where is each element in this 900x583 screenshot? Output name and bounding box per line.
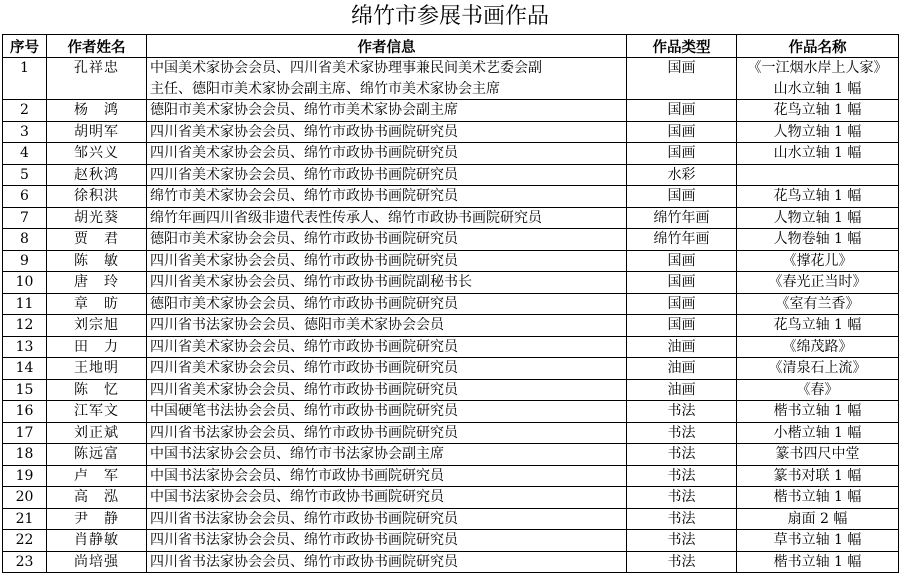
table-row <box>3 422 899 444</box>
cell-category-text: 国画 <box>667 317 696 333</box>
cell-category-text: 水彩 <box>667 166 696 183</box>
cell-category <box>627 143 737 165</box>
cell-work-title-text: 花鸟立轴 1 幅 <box>773 317 862 333</box>
cell-category-text: 油画 <box>667 381 696 398</box>
cell-author-info <box>147 207 627 229</box>
cell-author-info <box>147 186 627 208</box>
cell-work-title <box>737 293 899 315</box>
cell-author-info <box>147 58 627 100</box>
cell-author-info-text: 四川省美术家协会会员、绵竹市政协书画院研究员 <box>150 381 458 398</box>
cell-category-text: 书法 <box>667 489 696 505</box>
cell-author-name-text: 徐积洪 <box>74 188 119 204</box>
cell-author-name-text: 尹 静 <box>74 510 119 527</box>
cell-author-info <box>147 143 627 165</box>
cell-author-name-text: 陈 忆 <box>74 381 119 398</box>
cell-author-name <box>47 164 147 186</box>
cell-num <box>3 143 47 165</box>
cell-num <box>3 379 47 401</box>
cell-num-text: 11 <box>15 295 34 312</box>
table-row <box>3 401 899 423</box>
cell-author-info-text-line2: 主任、德阳市美术家协会副主席、绵竹市美术家协会主席 <box>150 80 500 97</box>
cell-work-title <box>737 444 899 466</box>
table-row <box>3 100 899 122</box>
cell-author-name-text: 王地明 <box>74 360 119 376</box>
cell-category-text: 国画 <box>667 102 696 118</box>
cell-author-info-text: 四川省书法家协会会员、绵竹市政协书画院研究员 <box>150 532 458 548</box>
cell-num-text: 22 <box>15 532 34 548</box>
cell-work-title-text: 扇面 2 幅 <box>787 510 848 527</box>
cell-author-info-text: 四川省美术家协会会员、绵竹市政协书画院研究员 <box>150 338 458 355</box>
cell-author-info-text: 中国书法家协会会员、绵竹市政协书画院研究员 <box>150 489 444 505</box>
cell-category <box>627 551 737 573</box>
cell-work-title-text: 小楷立轴 1 幅 <box>773 424 862 441</box>
cell-author-info-text: 四川省美术家协会会员、绵竹市政协书画院研究员 <box>150 145 458 161</box>
cell-author-info-text: 四川省美术家协会会员、绵竹市政协书画院研究员 <box>150 252 458 269</box>
cell-category <box>627 401 737 423</box>
cell-category-text: 国画 <box>667 252 696 269</box>
cell-work-title <box>737 272 899 294</box>
cell-author-name <box>47 444 147 466</box>
cell-num-text: 20 <box>15 489 34 505</box>
cell-author-name <box>47 530 147 552</box>
cell-num <box>3 336 47 358</box>
cell-num <box>3 121 47 143</box>
cell-num-text: 23 <box>15 553 34 570</box>
cell-author-name-text: 陈远富 <box>74 446 119 462</box>
cell-num <box>3 164 47 186</box>
cell-author-info <box>147 401 627 423</box>
cell-num-text: 18 <box>15 446 34 462</box>
cell-work-title <box>737 530 899 552</box>
cell-num <box>3 508 47 530</box>
cell-author-info-text: 中国书法家协会会员、绵竹市书法家协会副主席 <box>150 446 444 462</box>
table-row <box>3 444 899 466</box>
cell-num <box>3 207 47 229</box>
cell-work-title-text: 楷书立轴 1 幅 <box>773 489 862 505</box>
cell-author-info-text: 德阳市美术家协会会员、绵竹市政协书画院研究员 <box>150 231 458 247</box>
cell-author-info <box>147 272 627 294</box>
cell-author-name <box>47 186 147 208</box>
cell-work-title-text: 花鸟立轴 1 幅 <box>773 188 862 204</box>
cell-work-title <box>737 508 899 530</box>
cell-author-info-text: 绵竹市美术家协会会员、绵竹市政协书画院研究员 <box>150 188 458 204</box>
cell-author-info-text: 四川省美术家协会会员、绵竹市政协书画院研究员 <box>150 123 458 140</box>
cell-num-text: 1 <box>20 60 29 76</box>
cell-work-title <box>737 58 899 100</box>
cell-work-title-text: 楷书立轴 1 幅 <box>773 403 862 419</box>
cell-author-name-text: 胡光葵 <box>74 209 119 226</box>
cell-num-text: 13 <box>15 338 34 355</box>
cell-author-info <box>147 551 627 573</box>
cell-category-text: 书法 <box>667 446 696 462</box>
cell-author-name-text: 卢 军 <box>74 467 119 484</box>
cell-author-info <box>147 164 627 186</box>
cell-category-text: 国画 <box>667 188 696 204</box>
cell-category-text: 书法 <box>667 403 696 419</box>
cell-num <box>3 465 47 487</box>
cell-num <box>3 272 47 294</box>
cell-author-info <box>147 358 627 380</box>
page-title: 绵竹市参展书画作品 <box>350 4 549 29</box>
cell-author-name <box>47 379 147 401</box>
cell-author-name <box>47 58 147 100</box>
cell-author-name-text: 杨 鸿 <box>74 102 119 118</box>
cell-author-info <box>147 336 627 358</box>
cell-work-title-text: 楷书立轴 1 幅 <box>773 553 862 570</box>
cell-author-name-text: 肖静敏 <box>74 532 119 548</box>
cell-category <box>627 58 737 100</box>
cell-author-name <box>47 315 147 337</box>
cell-author-name <box>47 143 147 165</box>
table-row <box>3 229 899 251</box>
table-row <box>3 143 899 165</box>
table-row <box>3 272 899 294</box>
cell-author-name <box>47 358 147 380</box>
cell-category <box>627 100 737 122</box>
cell-author-name <box>47 465 147 487</box>
cell-work-title <box>737 229 899 251</box>
cell-author-name-text: 胡明军 <box>74 123 119 140</box>
cell-author-name-text: 贾 君 <box>74 231 119 247</box>
cell-author-info <box>147 530 627 552</box>
header-category: 作品类型 <box>627 35 737 58</box>
cell-category <box>627 444 737 466</box>
cell-author-name-text: 高 泓 <box>74 489 119 505</box>
cell-work-title-text: 《绵茂路》 <box>782 338 853 355</box>
cell-author-name <box>47 229 147 251</box>
cell-author-name <box>47 121 147 143</box>
cell-author-name-text: 章 昉 <box>74 295 119 312</box>
cell-work-title-text: 《清泉石上流》 <box>768 360 867 376</box>
cell-work-title <box>737 401 899 423</box>
cell-num <box>3 530 47 552</box>
cell-author-name-text: 邹兴义 <box>74 145 119 161</box>
cell-category <box>627 315 737 337</box>
cell-author-name <box>47 508 147 530</box>
cell-author-info <box>147 121 627 143</box>
cell-author-info-text: 四川省书法家协会会员、绵竹市政协书画院研究员 <box>150 553 458 570</box>
cell-work-title-text: 《室有兰香》 <box>775 295 860 312</box>
cell-author-info-text: 德阳市美术家协会会员、绵竹市政协书画院研究员 <box>150 295 458 312</box>
cell-author-name <box>47 336 147 358</box>
cell-category-text: 绵竹年画 <box>653 231 710 247</box>
cell-work-title <box>737 121 899 143</box>
header-info: 作者信息 <box>147 35 627 58</box>
cell-num-text: 14 <box>15 360 34 376</box>
cell-category <box>627 293 737 315</box>
table-row <box>3 379 899 401</box>
cell-author-info-text: 四川省书法家协会会员、德阳市美术家协会会员 <box>150 317 444 333</box>
cell-work-title-text: 人物立轴 1 幅 <box>773 123 862 140</box>
cell-category <box>627 186 737 208</box>
cell-work-title-text: 《撑花儿》 <box>782 252 853 269</box>
cell-category-text: 书法 <box>667 424 696 441</box>
cell-category <box>627 250 737 272</box>
cell-author-name <box>47 272 147 294</box>
cell-author-name-text: 赵秋鸿 <box>74 166 119 183</box>
cell-category-text: 书法 <box>667 510 696 527</box>
cell-author-info <box>147 444 627 466</box>
artworks-table <box>2 34 899 573</box>
cell-category-text: 国画 <box>667 123 696 140</box>
cell-num <box>3 422 47 444</box>
cell-category <box>627 121 737 143</box>
cell-category <box>627 229 737 251</box>
cell-category <box>627 530 737 552</box>
cell-category-text: 国画 <box>667 295 696 312</box>
cell-author-info <box>147 250 627 272</box>
cell-work-title <box>737 250 899 272</box>
cell-author-name-text: 江军文 <box>74 403 119 419</box>
cell-author-name <box>47 487 147 509</box>
cell-category-text: 油画 <box>667 360 696 376</box>
cell-num <box>3 444 47 466</box>
cell-category <box>627 336 737 358</box>
cell-author-name-text: 刘宗旭 <box>74 317 119 333</box>
cell-num-text: 16 <box>15 403 34 419</box>
cell-author-info <box>147 465 627 487</box>
cell-work-title <box>737 465 899 487</box>
cell-category-text: 绵竹年画 <box>653 209 710 226</box>
cell-work-title-text: 人物卷轴 1 幅 <box>773 231 862 247</box>
cell-author-name <box>47 293 147 315</box>
cell-num <box>3 293 47 315</box>
cell-author-info <box>147 315 627 337</box>
cell-work-title-text: 人物立轴 1 幅 <box>773 209 862 226</box>
cell-author-info <box>147 100 627 122</box>
cell-author-info-text: 四川省书法家协会会员、绵竹市政协书画院研究员 <box>150 424 458 441</box>
table-row <box>3 487 899 509</box>
cell-work-title-text: 《一江烟水岸上人家》 <box>747 60 888 76</box>
cell-num <box>3 401 47 423</box>
cell-work-title-text: 《春光正当时》 <box>768 274 867 290</box>
cell-num-text: 9 <box>20 252 29 269</box>
cell-num-text: 4 <box>20 145 29 161</box>
cell-author-name <box>47 422 147 444</box>
cell-work-title <box>737 100 899 122</box>
cell-work-title <box>737 336 899 358</box>
cell-author-name <box>47 401 147 423</box>
cell-author-name <box>47 100 147 122</box>
cell-work-title <box>737 186 899 208</box>
cell-num-text: 5 <box>20 166 29 183</box>
cell-work-title <box>737 207 899 229</box>
cell-num-text: 7 <box>20 209 29 226</box>
table-body <box>3 58 899 573</box>
cell-category <box>627 422 737 444</box>
cell-work-title <box>737 358 899 380</box>
table-row <box>3 207 899 229</box>
cell-num-text: 17 <box>15 424 34 441</box>
cell-category-text: 国画 <box>667 274 696 290</box>
cell-author-name-text: 田 力 <box>74 338 119 355</box>
cell-work-title-text: 篆书四尺中堂 <box>775 446 860 462</box>
cell-author-name <box>47 250 147 272</box>
cell-work-title-text: 《春》 <box>796 381 839 398</box>
table-row <box>3 465 899 487</box>
cell-author-info-text: 四川省美术家协会会员、绵竹市政协书画院研究员 <box>150 166 458 183</box>
cell-work-title <box>737 379 899 401</box>
cell-work-title-text: 篆书对联 1 幅 <box>773 467 862 484</box>
cell-num-text: 10 <box>15 274 34 290</box>
cell-num <box>3 100 47 122</box>
cell-author-name-text: 刘正斌 <box>74 424 119 441</box>
cell-category-text: 国画 <box>667 145 696 161</box>
cell-num <box>3 315 47 337</box>
cell-category <box>627 164 737 186</box>
cell-num <box>3 186 47 208</box>
cell-author-name-text: 唐 玲 <box>74 274 119 290</box>
table-row <box>3 551 899 573</box>
cell-author-info-text: 四川省书法家协会会员、绵竹市政协书画院研究员 <box>150 510 458 527</box>
cell-work-title <box>737 487 899 509</box>
cell-author-name-text: 孔祥忠 <box>74 60 119 76</box>
cell-work-title <box>737 143 899 165</box>
table-row <box>3 293 899 315</box>
cell-num-text: 3 <box>20 123 29 140</box>
cell-category-text: 书法 <box>667 467 696 484</box>
cell-num-text: 15 <box>15 381 34 398</box>
cell-work-title-text: 山水立轴 1 幅 <box>773 145 862 161</box>
table-row <box>3 315 899 337</box>
cell-author-info-text: 中国美术家协会会员、四川省美术家协理事兼民间美术艺委会副 <box>150 60 542 76</box>
cell-work-title <box>737 315 899 337</box>
cell-num <box>3 487 47 509</box>
cell-author-info <box>147 508 627 530</box>
cell-num-text: 12 <box>15 317 34 333</box>
cell-work-title-text-line2: 山水立轴 1 幅 <box>773 80 862 97</box>
cell-category <box>627 508 737 530</box>
cell-num <box>3 551 47 573</box>
cell-author-info <box>147 487 627 509</box>
cell-author-name <box>47 551 147 573</box>
table-row <box>3 186 899 208</box>
cell-category <box>627 487 737 509</box>
cell-num <box>3 358 47 380</box>
table-row <box>3 164 899 186</box>
cell-work-title-text: 草书立轴 1 幅 <box>773 532 862 548</box>
table-row <box>3 508 899 530</box>
cell-author-info-text: 四川省美术家协会会员、绵竹市政协书画院研究员 <box>150 360 458 376</box>
cell-category <box>627 465 737 487</box>
cell-category <box>627 272 737 294</box>
header-work: 作品名称 <box>737 35 899 58</box>
cell-category-text: 书法 <box>667 532 696 548</box>
header-name: 作者姓名 <box>47 35 147 58</box>
table-row <box>3 358 899 380</box>
table-header-row <box>3 35 899 58</box>
cell-category <box>627 358 737 380</box>
cell-category-text: 油画 <box>667 338 696 355</box>
cell-work-title-text: 花鸟立轴 1 幅 <box>773 102 862 118</box>
table-row <box>3 250 899 272</box>
cell-work-title <box>737 164 899 186</box>
cell-author-info-text: 中国硬笔书法协会会员、绵竹市政协书画院研究员 <box>150 403 458 419</box>
cell-author-info-text: 四川省美术家协会会员、绵竹市政协书画院副秘书长 <box>150 274 472 290</box>
cell-num <box>3 58 47 100</box>
cell-num <box>3 250 47 272</box>
cell-num-text: 2 <box>20 102 29 118</box>
cell-category <box>627 379 737 401</box>
cell-author-info <box>147 379 627 401</box>
cell-category <box>627 207 737 229</box>
cell-author-name-text: 陈 敏 <box>74 252 119 269</box>
cell-num-text: 21 <box>15 510 34 527</box>
cell-author-info-text: 德阳市美术家协会会员、绵竹市美术家协会副主席 <box>150 102 458 118</box>
cell-author-name-text: 尚培强 <box>74 553 119 570</box>
cell-category-text: 国画 <box>667 60 696 76</box>
cell-author-info-text: 绵竹年画四川省级非遗代表性传承人、绵竹市政协书画院研究员 <box>150 209 542 226</box>
cell-author-info <box>147 229 627 251</box>
cell-author-info-text: 中国书法家协会会员、绵竹市政协书画院研究员 <box>150 467 444 484</box>
cell-work-title <box>737 551 899 573</box>
table-row <box>3 58 899 100</box>
cell-num-text: 8 <box>20 231 29 247</box>
cell-category-text: 书法 <box>667 553 696 570</box>
cell-work-title <box>737 422 899 444</box>
cell-author-name <box>47 207 147 229</box>
table-row <box>3 336 899 358</box>
table-row <box>3 530 899 552</box>
header-num: 序号 <box>3 35 47 58</box>
cell-num-text: 6 <box>20 188 29 204</box>
cell-author-info <box>147 422 627 444</box>
cell-author-info <box>147 293 627 315</box>
cell-num-text: 19 <box>15 467 34 484</box>
cell-num <box>3 229 47 251</box>
table-row <box>3 121 899 143</box>
